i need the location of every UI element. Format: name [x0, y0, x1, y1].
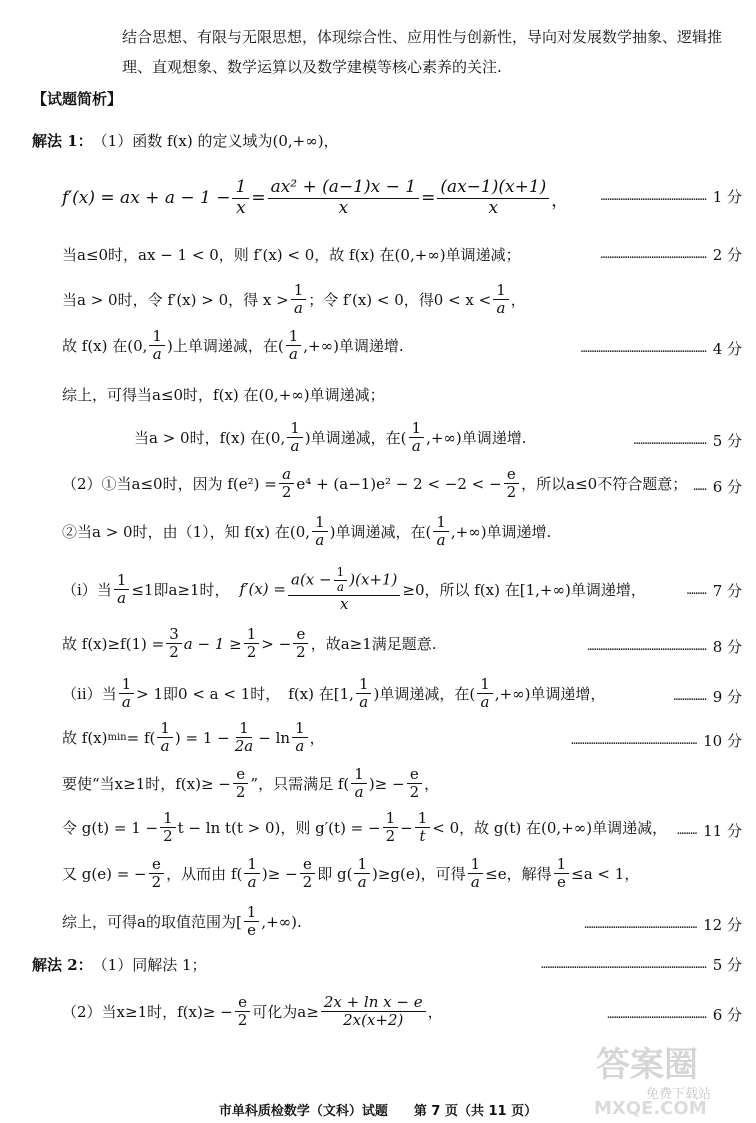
- page-footer: 市单科质检数学（文科）试题 第 7 页（共 11 页）: [218, 1104, 538, 1119]
- score-m2-6: ……………………………………… 6 分: [607, 1006, 742, 1024]
- method2-line: 解法 2： （1）同解法 1；: [32, 956, 207, 974]
- part2-case2: ②当a > 0时，由（1），知 f(x) 在(0, $\frac{1}{a}$ )单调递减，在( $\frac{1}{a}$ ,+∞)单调递增.: [62, 513, 552, 550]
- score-10: ………………………………………………… 10 分: [571, 732, 742, 750]
- section-title: 【试题简析】: [32, 90, 123, 108]
- case-a-gt-0: 当a > 0时，令 f′(x) > 0，得 x > $\frac{1}{a}$ ；令 f′(x) < 0，得0 < x < $\frac{1}{a}$ ，: [62, 281, 526, 318]
- score-6: …… 6 分: [693, 478, 742, 496]
- subcase-i: （ⅰ）当 $\frac{1}{a}$ ≤1即a≥1时， f′(x) = a(x − $\frac{1}{a}$ )(x+1) x ≥0，所以 f(x) 在[1,+∞)单调递增，: [62, 565, 646, 613]
- part2-case1: （2）①当a≤0时，因为 f(e²) = $\frac{a}{2}$ e⁴ + (a−1)e² − 2 < −2 < − $\frac{e}{2}$ ，所以a≤0不符合题意；: [62, 465, 688, 502]
- score-m2-5: ………………………………………………………………… 5 分: [541, 956, 742, 974]
- method2-part2: （2）当x≥1时，f(x)≥ − $\frac{e}{2}$ 可化为a≥ $\frac{\text{2x + ln x − e}}{2x(x+2)}$ ，: [62, 993, 443, 1030]
- score-1: ………………………………………… 1 分: [600, 188, 742, 206]
- score-12: …………………………………………… 12 分: [584, 916, 742, 934]
- subcase-ii: （ⅱ）当 $\frac{1}{a}$ > 1即0 < a < 1时， f(x) 在[1, $\frac{1}{a}$ )单调递减，在( $\frac{1}{a}$ ,+∞)单调递增，: [62, 675, 606, 712]
- g-function-line: 令 g(t) = 1 − $\frac{1}{2}$ t − ln t(t > 0)，则 g′(t) = − $\frac{1}{2}$ − $\frac{1}{t}$ < 0，故 g(t) 在(0,+∞)单调递减，: [62, 809, 668, 846]
- score-5: …………………………… 5 分: [633, 432, 742, 450]
- f-ge-f1: 故 f(x)≥f(1) = $\frac{3}{2}$ a − 1 ≥ $\frac{1}{2}$ > − $\frac{e}{2}$ ，故a≥1满足题意.: [62, 625, 437, 662]
- derivative-formula: f′(x) = ax + a − 1 − $\frac{1}{x}$ = $\frac{\text{ax² + (a−1)x − 1}}{x}$ = $\frac{(ax-1)(x+1)}{x}$ ，: [62, 177, 569, 218]
- score-11: ……… 11 分: [677, 822, 742, 840]
- svg-text:免费下载站: 免费下载站: [646, 1087, 712, 1102]
- monotonic-line: 故 f(x) 在(0, $\frac{1}{a}$ )上单调递减，在( $\frac{1}{a}$ ,+∞)单调递增.: [62, 327, 404, 364]
- domain-text: （1）函数 f(x) 的定义域为(0,+∞)，: [92, 132, 339, 150]
- score-2: ………………………………………… 2 分: [600, 246, 742, 264]
- method1-label: 解法 1：: [32, 132, 93, 150]
- intro-line-2: 理、直观想象、数学运算以及数学建模等核心素养的关注.: [122, 58, 502, 76]
- score-9: …………… 9 分: [673, 688, 742, 706]
- summary-1: 综上，可得当a≤0时，f(x) 在(0,+∞)单调递减；: [62, 386, 385, 404]
- score-7: ……… 7 分: [686, 582, 742, 600]
- svg-text:答案圈: 答案圈: [596, 1045, 698, 1085]
- requirement-line: 要使“当x≥1时，f(x)≥ − $\frac{e}{2}$ ”，只需满足 f( $\frac{1}{a}$ )≥ − $\frac{e}{2}$ ，: [62, 765, 440, 802]
- score-4: ………………………………………………… 4 分: [580, 340, 742, 358]
- final-range-line: 综上，可得a的取值范围为[ $\frac{1}{e}$ ,+∞).: [62, 903, 302, 940]
- method2-label: 解法 2：: [32, 956, 93, 974]
- score-8: ……………………………………………… 8 分: [587, 638, 742, 656]
- case-a-le-0: 当a≤0时，ax − 1 < 0，则 f′(x) < 0，故 f(x) 在(0,+∞)单调递减；: [62, 246, 521, 264]
- intro-line-1: 结合思想、有限与无限思想，体现综合性、应用性与创新性，导向对发展数学抽象、逻辑推: [122, 28, 723, 46]
- method1-line: [32, 130, 339, 151]
- f-min-line: 故 f(x) min = f( $\frac{1}{a}$ ) = 1 − $\frac{1}{2a}$ − ln $\frac{1}{a}$ ，: [62, 719, 325, 756]
- g-e-line: 又 g(e) = − $\frac{e}{2}$ ，从而由 f( $\frac{1}{a}$ )≥ − $\frac{e}{2}$ 即 g( $\frac{1}{a}$ )≥g(e)，可得 $\frac{1}{a}$ ≤e，解得 $\frac{1}{e}$ ≤a < 1，: [62, 855, 640, 892]
- summary-2: 当a > 0时，f(x) 在(0, $\frac{1}{a}$ )单调递减，在( $\frac{1}{a}$ ,+∞)单调递增.: [134, 419, 527, 456]
- svg-text:MXQE.COM: MXQE.COM: [594, 1098, 707, 1118]
